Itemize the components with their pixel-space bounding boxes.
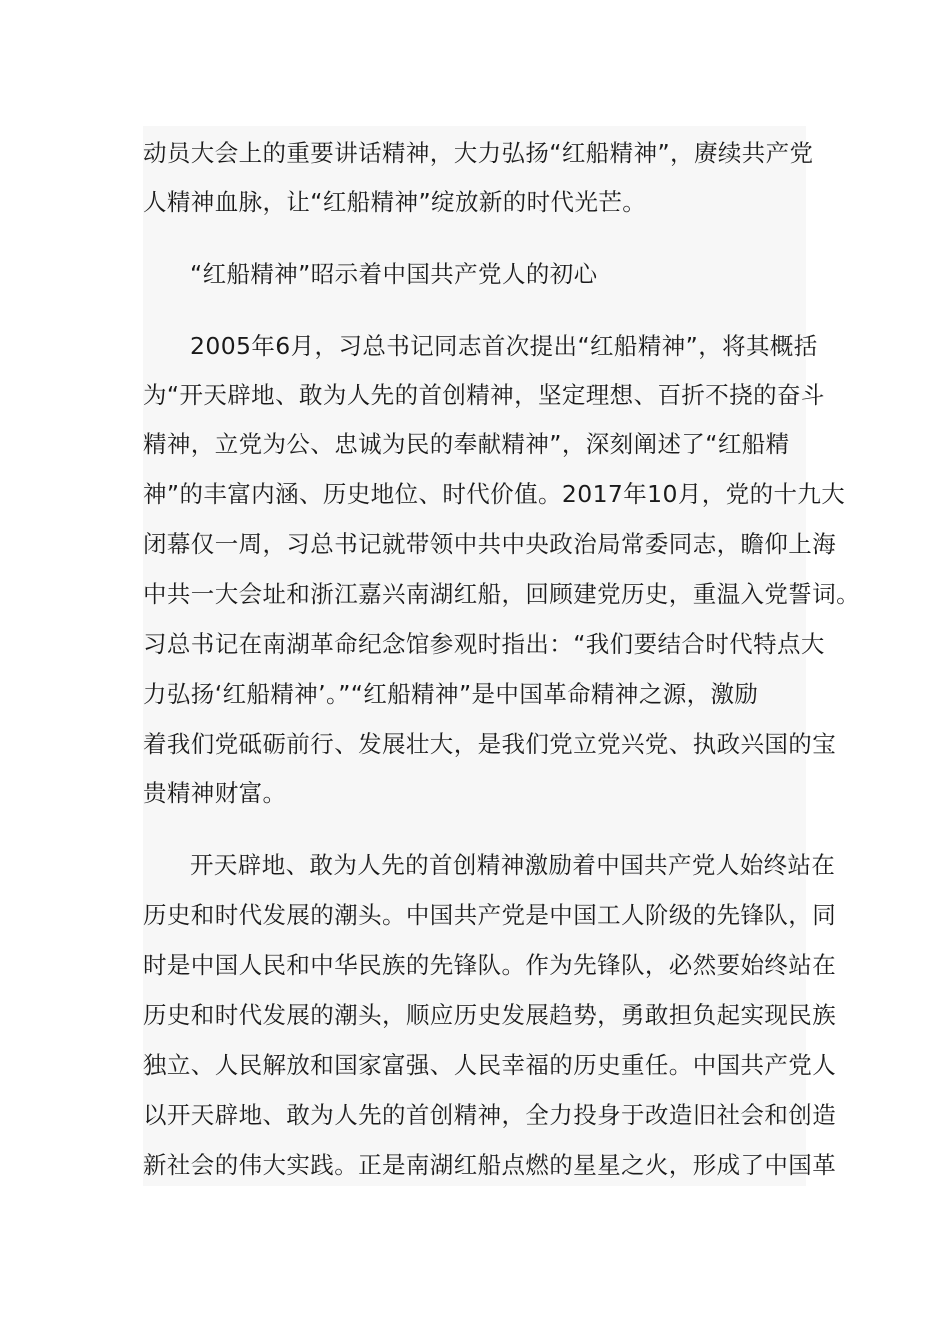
text-line: 精神，立党为公、忠诚为民的奉献精神”，深刻阐述了“红船精 — [143, 430, 790, 458]
text-line: 时是中国人民和中华民族的先锋队。作为先锋队，必然要始终站在 — [143, 951, 837, 979]
text-line: 为“开天辟地、敢为人先的首创精神，坚定理想、百折不挠的奋斗 — [143, 381, 825, 409]
text-line: 神”的丰富内涵、历史地位、时代价值。2017年10月，党的十九大 — [143, 480, 846, 508]
text-line: 2005年6月，习总书记同志首次提出“红船精神”，将其概括 — [190, 332, 818, 360]
text-line: 历史和时代发展的潮头。中国共产党是中国工人阶级的先锋队，同 — [143, 901, 837, 929]
text-line: 着我们党砥砺前行、发展壮大，是我们党立党兴党、执政兴国的宝 — [143, 730, 837, 758]
text-line: 贵精神财富。 — [143, 779, 287, 807]
text-line: 力弘扬‘红船精神’。”“红船精神”是中国革命精神之源，激励 — [143, 680, 759, 708]
text-line: 动员大会上的重要讲话精神，大力弘扬“红船精神”，赓续共产党 — [143, 139, 814, 167]
text-line: 中共一大会址和浙江嘉兴南湖红船，回顾建党历史，重温入党誓词。 — [143, 580, 860, 608]
text-line: 闭幕仅一周，习总书记就带领中共中央政治局常委同志，瞻仰上海 — [143, 530, 837, 558]
text-line: 人精神血脉，让“红船精神”绽放新的时代光芒。 — [143, 188, 647, 216]
text-line: 历史和时代发展的潮头，顺应历史发展趋势，勇敢担负起实现民族 — [143, 1001, 837, 1029]
text-line: 以开天辟地、敢为人先的首创精神，全力投身于改造旧社会和创造 — [143, 1101, 837, 1129]
text-line: 独立、人民解放和国家富强、人民幸福的历史重任。中国共产党人 — [143, 1051, 837, 1079]
text-line: 习总书记在南湖革命纪念馆参观时指出：“我们要结合时代特点大 — [143, 630, 825, 658]
text-line: 开天辟地、敢为人先的首创精神激励着中国共产党人始终站在 — [190, 851, 836, 879]
document-text-block — [143, 126, 860, 1186]
section-heading: “红船精神”昭示着中国共产党人的初心 — [190, 260, 598, 288]
text-line: 新社会的伟大实践。正是南湖红船点燃的星星之火，形成了中国革 — [143, 1151, 837, 1179]
